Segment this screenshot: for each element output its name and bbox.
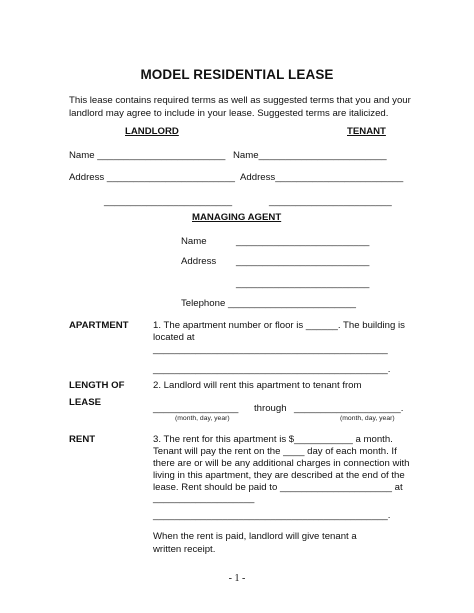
rent-line-3: there are or will be any additional charges in connection with [153,458,410,469]
apartment-address-field-2[interactable]: ____________________________________________. [153,364,391,375]
agent-address-field[interactable]: _________________________ [236,256,370,267]
tenant-name-field[interactable]: Name________________________ [233,150,387,161]
managing-agent-heading: MANAGING AGENT [192,212,282,223]
intro-line-1: This lease contains required terms as well as suggested terms that you and your [69,95,411,106]
rent-payment-address-field[interactable]: ___________________ [153,493,255,504]
length-of-lease-label-2: LEASE [69,397,101,408]
document-title: MODEL RESIDENTIAL LEASE [140,67,334,82]
tenant-address-line-2[interactable]: _______________________ [269,196,392,207]
lease-end-field[interactable]: ____________________. [294,403,404,414]
rent-receipt-line-1: When the rent is paid, landlord will give tenant a [153,531,357,542]
landlord-heading: LANDLORD [125,126,179,137]
end-date-hint: (month, day, year) [340,415,395,422]
landlord-address-line-2[interactable]: ________________________ [104,196,233,207]
lease-start-field[interactable]: ________________ [153,403,239,414]
apartment-label: APARTMENT [69,320,129,331]
start-date-hint: (month, day, year) [175,415,230,422]
rent-label: RENT [69,434,96,445]
through-text: through [254,403,287,414]
apartment-line-1[interactable]: 1. The apartment number or floor is ______. The building is [153,320,405,331]
agent-address-label: Address [181,256,217,267]
apartment-line-2: located at [153,332,195,343]
lease-length-line-1: 2. Landlord will rent this apartment to tenant from [153,380,362,391]
tenant-heading: TENANT [347,126,386,137]
rent-receipt-line-2: written receipt. [153,544,216,555]
rent-line-4: living in this apartment, they are described at the end of the [153,470,405,481]
landlord-address-field[interactable]: Address ________________________ [69,172,235,183]
landlord-name-field[interactable]: Name ________________________ [69,150,226,161]
page-number: - 1 - [228,573,246,584]
agent-telephone-field[interactable]: Telephone ________________________ [181,298,356,309]
rent-line-1[interactable]: 3. The rent for this apartment is $___________ a month. [153,434,393,445]
agent-name-field[interactable]: _________________________ [236,236,370,247]
rent-line-5[interactable]: lease. Rent should be paid to _____________________ at [153,482,403,493]
rent-payment-address-field-2[interactable]: ____________________________________________. [153,510,391,521]
agent-name-label: Name [181,236,207,247]
rent-line-2[interactable]: Tenant will pay the rent on the ____ day of each month. If [153,446,397,457]
apartment-address-field[interactable]: ____________________________________________ [153,344,388,355]
agent-address-line-2[interactable]: _________________________ [236,278,370,289]
length-of-lease-label-1: LENGTH OF [69,380,125,391]
tenant-address-field[interactable]: Address________________________ [240,172,404,183]
intro-line-2: landlord may agree to include in your lease. Suggested terms are italicized. [69,108,389,119]
